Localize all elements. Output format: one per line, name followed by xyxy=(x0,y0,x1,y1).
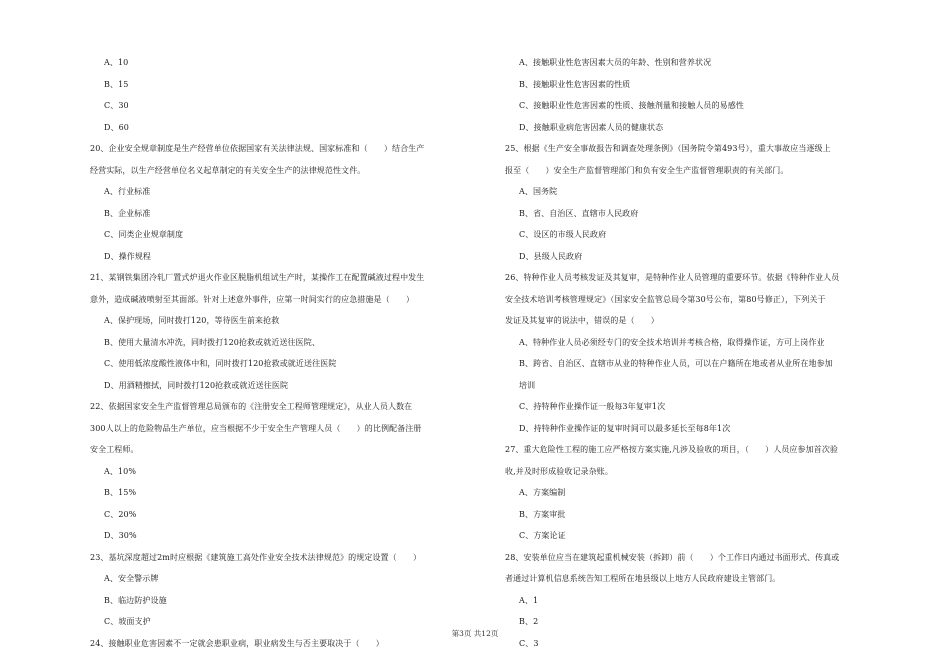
answer-option: 培训 xyxy=(519,380,536,390)
answer-option: D、60 xyxy=(104,122,129,132)
answer-option: A、特种作业人员必须经专门的安全技术培训并考核合格，取得操作证，方可上岗作业 xyxy=(519,337,825,347)
question-stem-line: 23、基坑深度超过2m时应根据《建筑施工高处作业安全技术法律规范》的规定设置（ ） xyxy=(90,552,422,562)
answer-option: B、2 xyxy=(519,617,539,626)
question-block xyxy=(505,52,895,138)
question-block xyxy=(505,267,895,439)
question-block xyxy=(505,439,895,547)
question-stem-line: 25、根据《生产安全事故报告和调查处理条例》（国务院令第493号），重大事故应当逐级上 xyxy=(505,144,831,153)
answer-option: C、方案论证 xyxy=(519,531,566,540)
question-stem-line: 27、重大危险性工程的施工应严格按方案实施,凡涉及验收的项目，（ ）人员应参加首次验 xyxy=(505,445,839,454)
question-block xyxy=(90,138,480,267)
answer-option: B、省、自治区、直辖市人民政府 xyxy=(519,208,639,218)
answer-option: C、设区的市级人民政府 xyxy=(519,230,607,239)
answer-option: B、跨省、自治区、直辖市从业的特种作业人员，可以在户籍所在地或者从业所在地参加 xyxy=(519,359,833,368)
answer-option: D、持特种作业操作证的复审时间可以最多延长至每8年1次 xyxy=(519,423,731,433)
answer-option: D、县级人民政府 xyxy=(519,251,583,261)
answer-option: B、使用大量清水冲洗，同时拨打120抢救或就近送往医院、 xyxy=(104,337,320,347)
answer-option: C、3 xyxy=(519,638,539,648)
question-stem-line: 意外，造成碱液喷射至其面部。针对上述意外事件，应第一时间实行的应急措施是（ ） xyxy=(90,294,414,304)
question-stem-line: 24、接触职业危害因素不一定就会患职业病，职业病发生与否主要取决于（ ） xyxy=(90,638,384,648)
right-column xyxy=(505,52,895,654)
question-stem-line: 21、某钢铁集团冷轧厂置式炉退火作业区脱脂机组试生产时，某操作工在配置碱液过程中发生 xyxy=(90,273,425,282)
question-stem-line: 报至（ ）安全生产监督管理部门和负有安全生产监督管理职责的有关部门。 xyxy=(505,165,789,175)
answer-option: D、操作规程 xyxy=(104,251,152,261)
answer-option: C、持特种作业操作证一般每3年复审1次 xyxy=(519,402,666,411)
question-block xyxy=(90,267,480,396)
answer-option: A、安全警示牌 xyxy=(104,574,159,583)
answer-option: B、临边防护设施 xyxy=(104,595,167,605)
answer-option: D、用酒精擦拭，同时拨打120抢救或就近送往医院 xyxy=(104,380,289,390)
answer-option: C、使用低浓度酸性液体中和，同时拨打120抢救或就近送往医院 xyxy=(104,359,337,368)
answer-option: A、国务院 xyxy=(519,187,558,196)
answer-option: A、行业标准 xyxy=(104,187,151,196)
question-stem-line: 26、特种作业人员考核发证及其复审，是特种作业人员管理的重要环节。依据《特种作业人员 xyxy=(505,273,840,282)
answer-option: A、10 xyxy=(104,58,129,67)
question-stem-line: 经营实际，以生产经营单位名义起草制定的有关安全生产的法律规范性文件。 xyxy=(90,165,366,175)
answer-option: B、方案审批 xyxy=(519,509,566,519)
answer-option: A、保护现场，同时拨打120，等待医生前来抢救 xyxy=(104,316,280,325)
answer-option: A、1 xyxy=(519,595,539,605)
answer-option: A、10% xyxy=(104,466,137,476)
answer-option: B、企业标准 xyxy=(104,208,151,218)
answer-option: B、15% xyxy=(104,488,137,497)
question-block xyxy=(90,547,480,633)
question-stem-line: 收,并及时形成验收记录杂账。 xyxy=(505,466,613,476)
answer-option: B、接触职业性危害因素的性质 xyxy=(519,79,631,89)
answer-option: B、15 xyxy=(104,79,129,89)
question-stem-line: 28、安装单位应当在建筑起重机械安装（拆卸）前（ ）个工作日内通过书面形式、传真或 xyxy=(505,552,840,562)
question-block xyxy=(90,396,480,547)
answer-option: D、30% xyxy=(104,531,137,540)
question-stem-line: 发证及其复审的说法中，错误的是（ ） xyxy=(505,316,659,325)
page-footer: 第3页 共12页 xyxy=(451,629,499,638)
question-stem-line: 22、依据国家安全生产监督管理总局颁布的《注册安全工程师管理规定》，从业人员人数在 xyxy=(90,402,413,411)
left-column xyxy=(90,52,480,654)
question-stem-line: 者通过计算机信息系统告知工程所在地县级以上地方人民政府建设主管部门。 xyxy=(505,574,781,583)
question-stem-line: 安全技术培训考核管理规定》（国家安全监管总局令第30号公布，第80号修正），下列关于 xyxy=(505,294,826,304)
answer-option: C、20% xyxy=(104,509,137,519)
question-block xyxy=(90,52,480,138)
answer-option: C、坡面支护 xyxy=(104,617,151,626)
answer-option: C、同类企业规章制度 xyxy=(104,230,184,239)
answer-option: D、接触职业病危害因素人员的健康状态 xyxy=(519,122,664,132)
answer-option: C、30 xyxy=(104,101,129,110)
question-stem-line: 20、企业安全规章制度是生产经营单位依据国家有关法律法规、国家标准和（ ）结合生产 xyxy=(90,144,425,153)
question-stem-line: 安全工程师。 xyxy=(90,445,139,454)
question-stem-line: 300人以上的危险物品生产单位，应当根据不少于安全生产管理人员（ ）的比例配备注册 xyxy=(90,423,422,433)
answer-option: C、接触职业性危害因素的性质、接触剂量和接触人员的易感性 xyxy=(519,101,744,110)
answer-option: A、接触职业性危害因素大员的年龄、性别和营养状况 xyxy=(519,58,712,67)
question-block xyxy=(505,138,895,267)
answer-option: A、方案编制 xyxy=(519,488,566,497)
